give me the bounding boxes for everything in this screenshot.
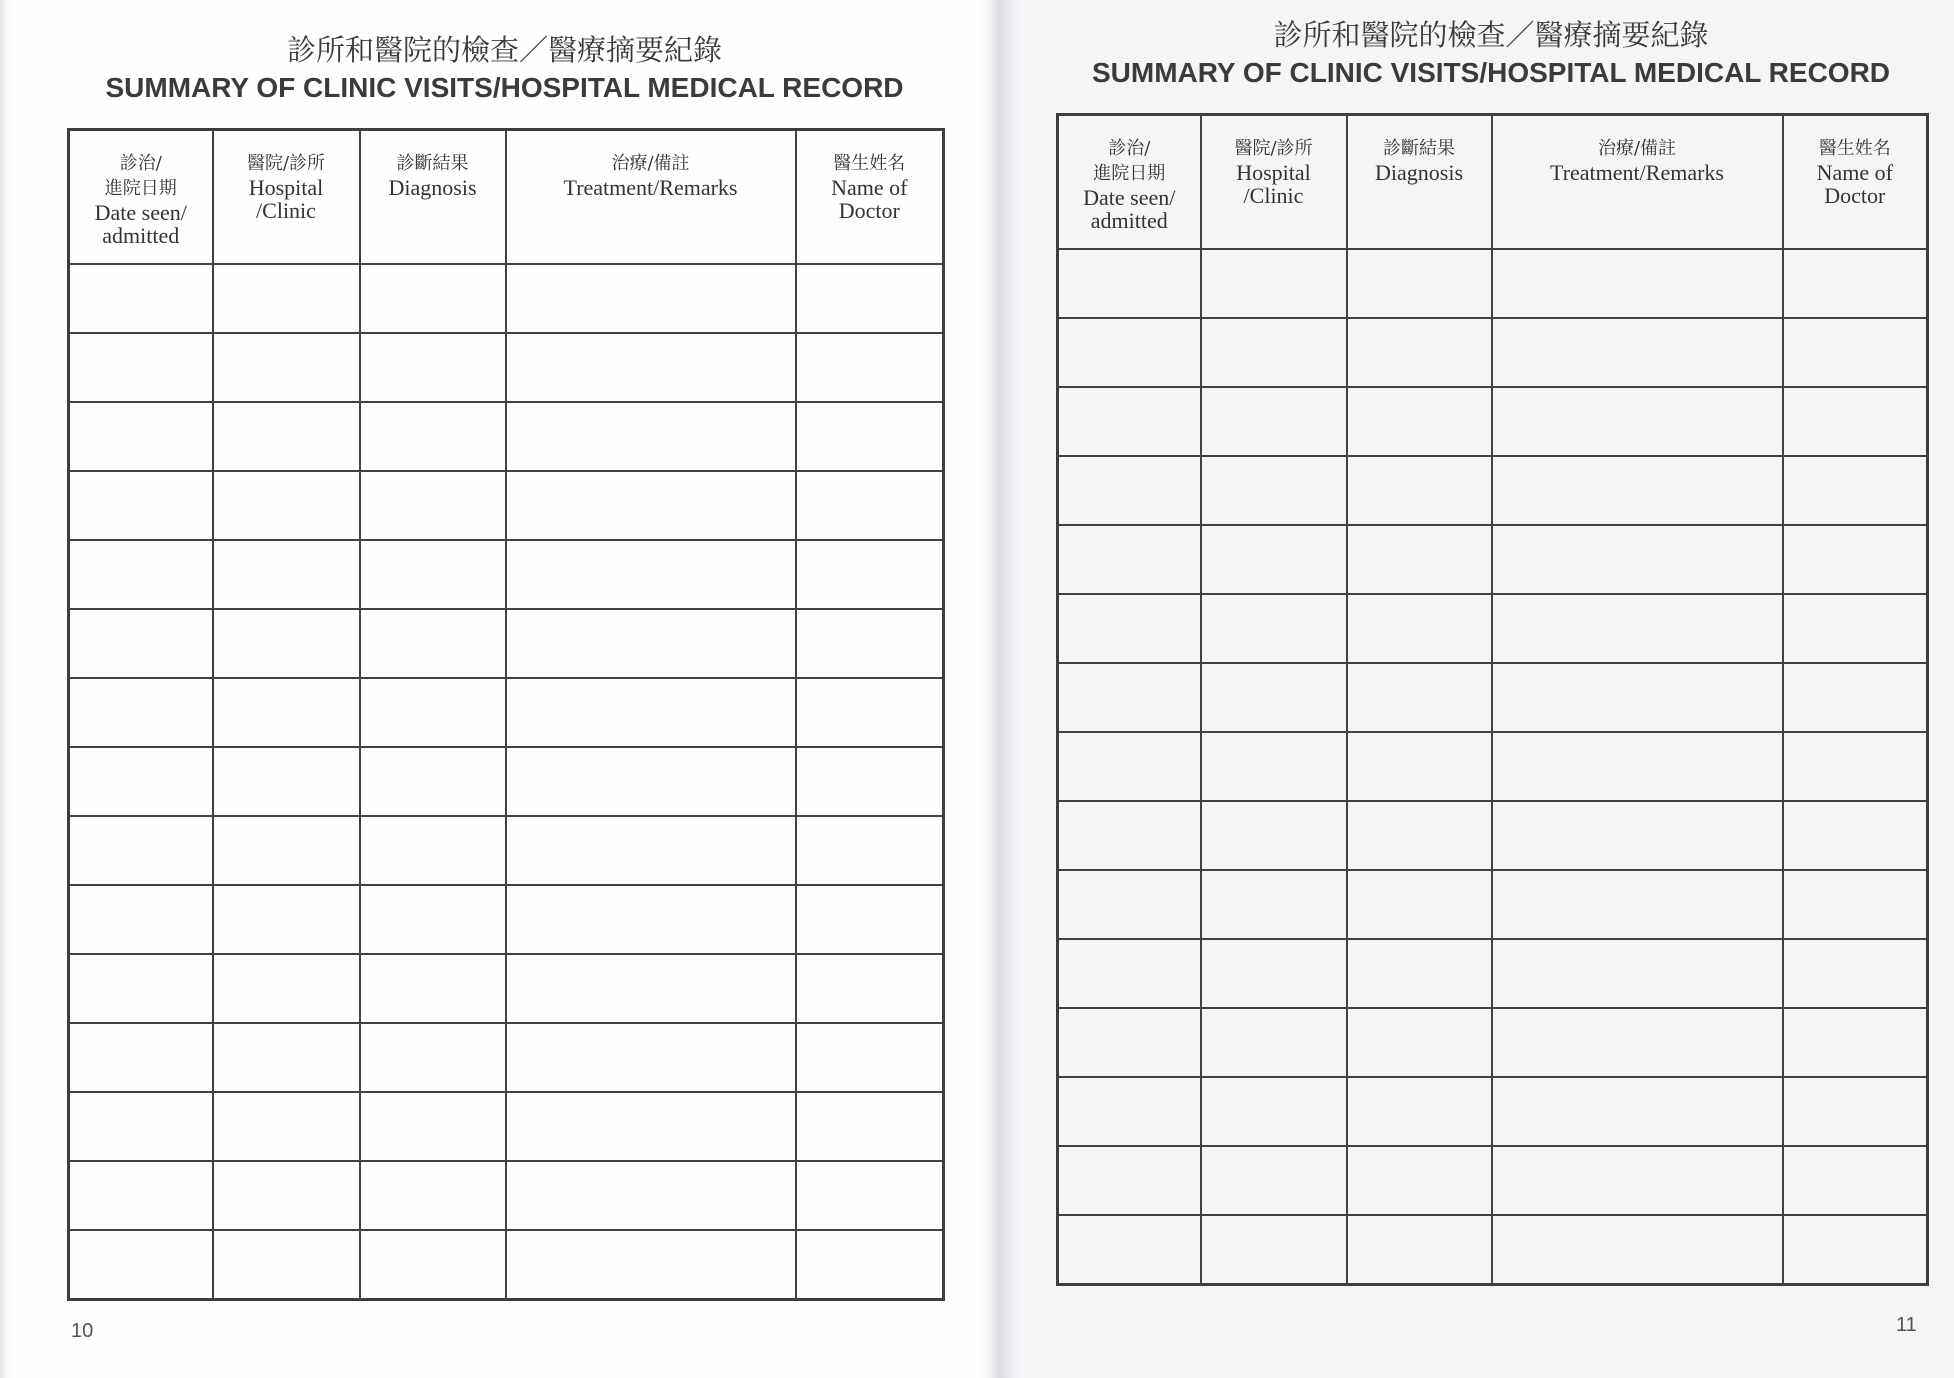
column-header-en: Name of: [831, 175, 908, 200]
column-header-date-seen: [69, 130, 213, 264]
table-cell: [360, 333, 506, 402]
table-row: [1058, 663, 1928, 732]
table-cell: [69, 1161, 213, 1230]
table-row: [1058, 525, 1928, 594]
column-header-hospital: [213, 130, 360, 264]
column-header-treatment: [1492, 115, 1783, 249]
column-header-en: admitted: [102, 223, 180, 248]
column-header-en: Treatment/Remarks: [563, 175, 738, 200]
table-cell: [796, 333, 944, 402]
table-row: [1058, 387, 1928, 456]
table-cell: [360, 471, 506, 540]
table-row: [69, 954, 944, 1023]
table-cell: [1058, 525, 1201, 594]
book-gutter: [978, 0, 1022, 1378]
table-cell: [69, 540, 213, 609]
table-cell: [796, 540, 944, 609]
page-title-en: SUMMARY OF CLINIC VISITS/HOSPITAL MEDICAL RECORD: [1091, 57, 1891, 88]
table-cell: [796, 264, 944, 333]
table-cell: [796, 885, 944, 954]
table-cell: [1783, 870, 1928, 939]
table-row: [69, 1092, 944, 1161]
table-cell: [1783, 663, 1928, 732]
table-cell: [1492, 801, 1783, 870]
table-cell: [1783, 249, 1928, 318]
table-row: [1058, 870, 1928, 939]
table-cell: [796, 609, 944, 678]
table-cell: [796, 747, 944, 816]
table-row: [1058, 1215, 1928, 1285]
column-header-en: Doctor: [838, 198, 900, 223]
table-cell: [506, 747, 796, 816]
table-cell: [1058, 387, 1201, 456]
table-cell: [1058, 1008, 1201, 1077]
column-header-en: Diagnosis: [388, 175, 477, 200]
table-row: [1058, 732, 1928, 801]
table-cell: [1347, 387, 1492, 456]
table-cell: [506, 609, 796, 678]
table-cell: [796, 1161, 944, 1230]
table-cell: [796, 402, 944, 471]
table-cell: [360, 747, 506, 816]
table-cell: [69, 402, 213, 471]
table-cell: [69, 609, 213, 678]
column-header-en: Hospital: [248, 175, 324, 200]
table-cell: [796, 1023, 944, 1092]
table-cell: [1492, 318, 1783, 387]
table-cell: [213, 1092, 360, 1161]
medical-record-table: [1056, 113, 1929, 1286]
table-cell: [1201, 318, 1347, 387]
column-header-zh: 診斷結果: [396, 153, 469, 174]
table-cell: [1492, 456, 1783, 525]
table-cell: [1492, 663, 1783, 732]
table-body: [69, 264, 944, 1300]
column-header-hospital: [1201, 115, 1347, 249]
table-cell: [1058, 1215, 1201, 1285]
table-cell: [506, 1023, 796, 1092]
table-cell: [1492, 594, 1783, 663]
column-header-zh: 醫生姓名: [1818, 138, 1891, 159]
column-header-en: Treatment/Remarks: [1550, 160, 1724, 185]
table-cell: [1058, 801, 1201, 870]
column-header-zh: 治療/備註: [611, 153, 690, 174]
table-cell: [1058, 456, 1201, 525]
column-header-doctor: [796, 130, 944, 264]
table-cell: [1492, 1215, 1783, 1285]
table-cell: [506, 471, 796, 540]
table-cell: [69, 471, 213, 540]
table-cell: [69, 1230, 213, 1300]
column-header-en: /Clinic: [1243, 183, 1304, 208]
table-cell: [69, 1092, 213, 1161]
table-cell: [1492, 1077, 1783, 1146]
table-cell: [1783, 1077, 1928, 1146]
table-row: [69, 816, 944, 885]
table-row: [69, 333, 944, 402]
column-header-zh: 進院日期: [104, 178, 177, 199]
table-row: [1058, 318, 1928, 387]
table-cell: [1058, 1077, 1201, 1146]
table-row: [1058, 1146, 1928, 1215]
table-cell: [1783, 1215, 1928, 1285]
table-row: [69, 678, 944, 747]
table-cell: [69, 678, 213, 747]
table-cell: [1783, 456, 1928, 525]
column-header-en: Date seen/: [1083, 185, 1176, 210]
page-number: 10: [71, 1320, 94, 1342]
page-title-en: SUMMARY OF CLINIC VISITS/HOSPITAL MEDICAL RECORD: [105, 72, 904, 103]
table-cell: [1492, 249, 1783, 318]
table-cell: [1783, 939, 1928, 1008]
table-row: [1058, 594, 1928, 663]
table-cell: [360, 609, 506, 678]
table-row: [69, 1230, 944, 1300]
table-cell: [69, 747, 213, 816]
table-cell: [213, 333, 360, 402]
table-cell: [1492, 1008, 1783, 1077]
table-cell: [506, 954, 796, 1023]
table-cell: [360, 954, 506, 1023]
table-cell: [1201, 732, 1347, 801]
column-header-en: Diagnosis: [1375, 160, 1463, 185]
table-cell: [213, 1161, 360, 1230]
column-header-date-seen: [1058, 115, 1201, 249]
table-cell: [69, 816, 213, 885]
table-cell: [1058, 318, 1201, 387]
table-row: [69, 471, 944, 540]
column-header-en: Name of: [1816, 160, 1893, 185]
table-cell: [1347, 939, 1492, 1008]
table-cell: [360, 885, 506, 954]
table-cell: [360, 678, 506, 747]
page-number: 11: [1896, 1314, 1917, 1336]
table-cell: [1058, 732, 1201, 801]
table-cell: [506, 1092, 796, 1161]
table-cell: [1492, 525, 1783, 594]
table-cell: [1201, 1215, 1347, 1285]
table-cell: [213, 747, 360, 816]
table-header-row: [69, 130, 944, 264]
column-header-en: Doctor: [1824, 183, 1886, 208]
table-cell: [506, 1161, 796, 1230]
table-cell: [1347, 732, 1492, 801]
table-cell: [1058, 870, 1201, 939]
table-cell: [796, 816, 944, 885]
table-row: [1058, 249, 1928, 318]
table-cell: [506, 402, 796, 471]
column-header-zh: 診斷結果: [1383, 138, 1455, 159]
table-cell: [796, 954, 944, 1023]
table-cell: [1347, 594, 1492, 663]
table-cell: [1347, 1077, 1492, 1146]
table-row: [69, 402, 944, 471]
table-cell: [1347, 1008, 1492, 1077]
table-cell: [1201, 801, 1347, 870]
table-cell: [1347, 525, 1492, 594]
column-header-doctor: [1783, 115, 1928, 249]
table-row: [69, 540, 944, 609]
table-cell: [1783, 1146, 1928, 1215]
table-cell: [1201, 1008, 1347, 1077]
table-cell: [1201, 663, 1347, 732]
column-header-treatment: [506, 130, 796, 264]
table-cell: [796, 1092, 944, 1161]
table-row: [1058, 939, 1928, 1008]
table-cell: [360, 1230, 506, 1300]
table-cell: [213, 885, 360, 954]
table-cell: [213, 540, 360, 609]
table-cell: [1347, 663, 1492, 732]
page-title-zh: 診所和醫院的檢查／醫療摘要紀錄: [286, 33, 722, 67]
table-cell: [69, 264, 213, 333]
table-cell: [69, 333, 213, 402]
column-header-zh: 診治/: [1108, 138, 1151, 159]
column-header-zh: 醫院/診所: [1234, 138, 1313, 159]
table-cell: [1347, 801, 1492, 870]
table-cell: [506, 885, 796, 954]
table-cell: [213, 264, 360, 333]
table-cell: [1492, 387, 1783, 456]
table-cell: [506, 1230, 796, 1300]
column-header-en: Hospital: [1236, 160, 1311, 185]
table-cell: [1201, 594, 1347, 663]
column-header-en: /Clinic: [256, 198, 316, 223]
table-cell: [213, 1023, 360, 1092]
table-cell: [1201, 456, 1347, 525]
table-cell: [213, 471, 360, 540]
table-row: [69, 1161, 944, 1230]
medical-record-table: [67, 128, 945, 1301]
table-cell: [1201, 387, 1347, 456]
column-header-diagnosis: [1347, 115, 1492, 249]
table-row: [69, 1023, 944, 1092]
table-cell: [1347, 249, 1492, 318]
table-cell: [506, 816, 796, 885]
table-row: [1058, 456, 1928, 525]
table-cell: [1201, 939, 1347, 1008]
table-cell: [213, 816, 360, 885]
table-cell: [1783, 801, 1928, 870]
table-cell: [1058, 249, 1201, 318]
table-cell: [796, 471, 944, 540]
table-cell: [360, 1092, 506, 1161]
table-cell: [213, 1230, 360, 1300]
page-title-zh: 診所和醫院的檢查／醫療摘要紀錄: [1273, 18, 1709, 52]
table-cell: [1201, 870, 1347, 939]
table-cell: [1492, 732, 1783, 801]
column-header-diagnosis: [360, 130, 506, 264]
table-cell: [1058, 1146, 1201, 1215]
table-cell: [213, 609, 360, 678]
column-header-zh: 診治/: [119, 153, 162, 174]
table-cell: [213, 954, 360, 1023]
table-row: [1058, 1077, 1928, 1146]
table-cell: [1201, 1077, 1347, 1146]
table-cell: [1783, 318, 1928, 387]
table-cell: [1201, 249, 1347, 318]
table-row: [69, 609, 944, 678]
table-cell: [1783, 525, 1928, 594]
table-cell: [1058, 663, 1201, 732]
table-cell: [1783, 594, 1928, 663]
table-cell: [1058, 594, 1201, 663]
table-row: [69, 885, 944, 954]
table-cell: [1347, 456, 1492, 525]
table-cell: [1347, 1146, 1492, 1215]
table-cell: [1058, 939, 1201, 1008]
table-cell: [506, 678, 796, 747]
table-cell: [360, 402, 506, 471]
table-cell: [1347, 318, 1492, 387]
table-cell: [1492, 939, 1783, 1008]
table-cell: [1201, 1146, 1347, 1215]
table-cell: [1783, 732, 1928, 801]
table-cell: [506, 264, 796, 333]
table-cell: [796, 1230, 944, 1300]
column-header-en: Date seen/: [94, 200, 187, 225]
table-row: [69, 747, 944, 816]
table-cell: [360, 264, 506, 333]
table-cell: [213, 678, 360, 747]
table-cell: [360, 816, 506, 885]
table-cell: [506, 333, 796, 402]
column-header-zh: 進院日期: [1093, 163, 1166, 184]
table-row: [1058, 1008, 1928, 1077]
table-cell: [506, 540, 796, 609]
table-cell: [1783, 1008, 1928, 1077]
table-cell: [360, 540, 506, 609]
table-cell: [213, 402, 360, 471]
table-cell: [1347, 870, 1492, 939]
table-cell: [360, 1023, 506, 1092]
column-header-zh: 醫院/診所: [246, 153, 326, 174]
table-cell: [69, 1023, 213, 1092]
table-cell: [1492, 870, 1783, 939]
column-header-zh: 醫生姓名: [833, 153, 906, 174]
table-header-row: [1058, 115, 1928, 249]
table-cell: [69, 954, 213, 1023]
column-header-en: admitted: [1090, 208, 1168, 233]
table-row: [1058, 801, 1928, 870]
table-cell: [1201, 525, 1347, 594]
table-cell: [69, 885, 213, 954]
table-cell: [1492, 1146, 1783, 1215]
column-header-zh: 治療/備註: [1597, 138, 1677, 159]
table-cell: [1783, 387, 1928, 456]
table-cell: [1347, 1215, 1492, 1285]
table-body: [1058, 249, 1928, 1285]
table-cell: [360, 1161, 506, 1230]
table-cell: [796, 678, 944, 747]
table-row: [69, 264, 944, 333]
